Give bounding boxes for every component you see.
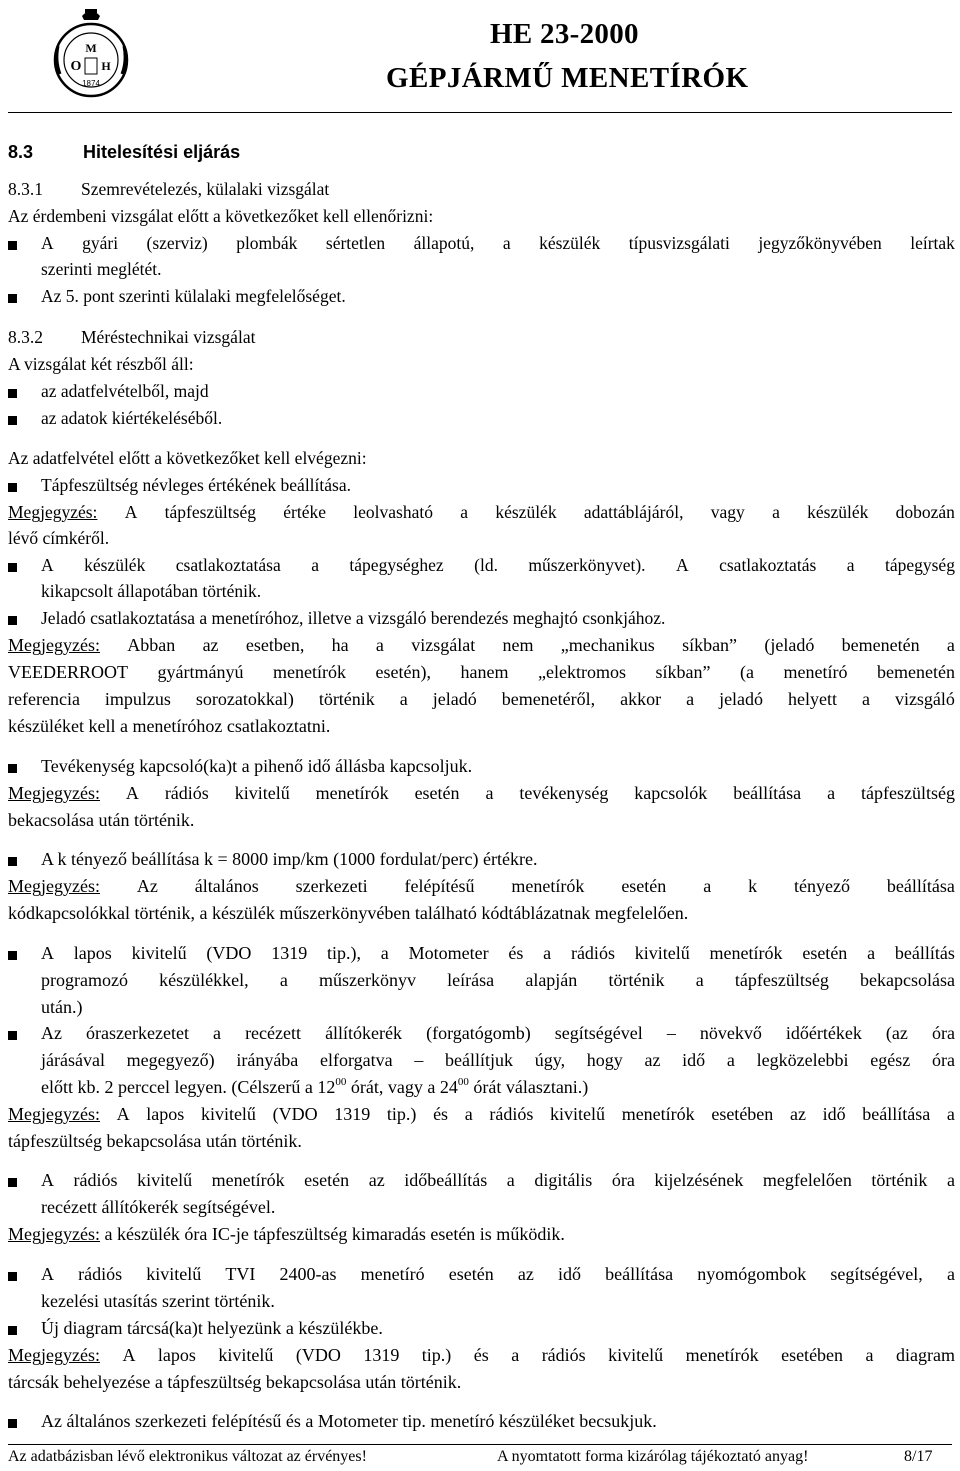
word: bekapcsolása xyxy=(860,970,955,990)
bullet-icon xyxy=(8,1272,17,1281)
word: idő xyxy=(822,1104,846,1124)
word: nem xyxy=(502,635,534,655)
word: tip.) xyxy=(386,1104,417,1124)
word: esetén xyxy=(414,783,460,803)
word: vizsgáló xyxy=(894,689,955,709)
word: Abban xyxy=(127,635,176,655)
list-item-text xyxy=(41,1051,955,1071)
word: az xyxy=(517,1264,534,1284)
word: esetében xyxy=(781,1345,844,1365)
word: bemenetén xyxy=(877,662,955,682)
word: síkban” xyxy=(655,662,711,682)
word: gyártmányú xyxy=(157,662,244,682)
word: műszerkönyvet). xyxy=(528,555,646,575)
word: (forgatógomb) xyxy=(426,1023,531,1043)
word: lapos xyxy=(73,943,112,963)
note-label: Megjegyzés: xyxy=(8,1345,100,1365)
word: készülékkel, xyxy=(159,970,249,990)
word: lapos xyxy=(157,1345,196,1365)
word: óra xyxy=(931,1023,955,1043)
word: rádiós xyxy=(541,1345,586,1365)
word: szerkezeti xyxy=(295,876,368,896)
svg-text:O: O xyxy=(70,59,82,74)
list-item-text: után.) xyxy=(41,997,83,1017)
word: a xyxy=(485,783,494,803)
list-item-text: az adatfelvételből, majd xyxy=(41,381,209,401)
word: esetében xyxy=(711,1104,774,1124)
word: „mechanikus xyxy=(560,635,655,655)
word: kivitelű xyxy=(550,1104,606,1124)
list-item-text: Új diagram tárcsá(ka)t helyezünk a készülékbe. xyxy=(41,1318,383,1338)
word: tényező xyxy=(794,876,850,896)
word: tápfeszültség xyxy=(861,783,955,803)
word: esetén xyxy=(304,1170,350,1190)
word: programozó xyxy=(41,970,128,990)
word: hogy xyxy=(586,1050,623,1070)
word: vagy xyxy=(710,502,745,522)
word: történik xyxy=(608,970,665,990)
word: (VDO xyxy=(295,1345,341,1365)
word: esetén xyxy=(802,943,848,963)
word: az xyxy=(789,1104,806,1124)
word: síkban” xyxy=(682,635,738,655)
word: történik xyxy=(871,1170,928,1190)
paragraph: A vizsgálat két részből áll: xyxy=(8,354,194,374)
word: történik xyxy=(318,689,375,709)
word: 1319 xyxy=(334,1104,371,1124)
word: megegyező) xyxy=(126,1050,215,1070)
list-item-text: recézett állítókerék segítségével. xyxy=(41,1197,276,1217)
word: rádiós xyxy=(164,783,209,803)
word: csatlakoztatás xyxy=(719,555,817,575)
word: óra xyxy=(931,1050,955,1070)
word: alapján xyxy=(525,970,578,990)
word: kivitelű xyxy=(608,1345,664,1365)
paragraph: Az adatfelvétel előtt a következőket kell elvégezni: xyxy=(8,448,367,468)
word: állapotú, xyxy=(413,233,475,253)
note-paragraph: bekacsolása után történik. xyxy=(8,810,195,830)
word: diagram xyxy=(895,1345,955,1365)
footer-notice: A nyomtatott forma kizárólag tájékoztató anyag! xyxy=(497,1448,809,1465)
word: rádiós xyxy=(78,1264,123,1284)
word: k xyxy=(748,876,758,896)
word: A xyxy=(41,1170,54,1190)
word: gyári xyxy=(82,233,119,253)
page-number: 8/17 xyxy=(904,1448,933,1465)
word: a xyxy=(543,943,552,963)
bullet-icon xyxy=(8,1178,17,1187)
document-code: HE 23-2000 xyxy=(490,18,639,50)
list-item-text: Tápfeszültség névleges értékének beállítása. xyxy=(41,475,351,495)
word: a xyxy=(399,689,408,709)
bullet-icon xyxy=(8,1326,17,1335)
omh-seal-logo-icon xyxy=(52,6,130,102)
list-item-text: Az általános szerkezeti felépítésű és a Motometer tip. menetíró készüléket becsukjuk. xyxy=(41,1411,657,1431)
note-paragraph xyxy=(8,690,955,710)
word: leírása xyxy=(447,970,495,990)
word: a xyxy=(846,555,855,575)
note-paragraph: tápfeszültség bekapcsolása után történik. xyxy=(8,1131,302,1151)
word: Motometer xyxy=(408,943,489,963)
word: típusvizsgálati xyxy=(628,233,730,253)
list-item-text: kezelési utasítás szerint történik. xyxy=(41,1291,275,1311)
word: lapos xyxy=(146,1104,185,1124)
note-paragraph xyxy=(8,636,955,656)
bullet-icon xyxy=(8,294,17,303)
word: TVI xyxy=(225,1264,256,1284)
word: plombák xyxy=(236,233,298,253)
bullet-icon xyxy=(8,563,17,572)
word: menetírók xyxy=(709,943,783,963)
word: a xyxy=(460,502,469,522)
word: járásával xyxy=(41,1050,105,1070)
word: (szerviz) xyxy=(146,233,208,253)
word: állítókerék xyxy=(325,1023,403,1043)
bullet-icon xyxy=(8,241,17,250)
word: menetírók xyxy=(211,1170,285,1190)
word: óraszerkezetet xyxy=(86,1023,189,1043)
word: kivitelű xyxy=(218,1345,274,1365)
word: beállítása xyxy=(862,1104,931,1124)
list-item-text: kikapcsolt állapotában történik. xyxy=(41,581,262,601)
note-paragraph: lévő címkéről. xyxy=(8,528,110,548)
word: időértékek xyxy=(785,1023,862,1043)
footer-disclaimer: Az adatbázisban lévő elektronikus változat az érvényes! xyxy=(8,1448,367,1465)
word: A xyxy=(41,233,54,253)
word: csatlakoztatása xyxy=(175,555,281,575)
word: A xyxy=(124,502,138,522)
note-paragraph xyxy=(8,1346,955,1366)
word: a xyxy=(695,970,704,990)
word: tápfeszültség xyxy=(164,502,256,522)
word: úgy, xyxy=(534,1050,566,1070)
note-paragraph: Megjegyzés: a készülék óra IC-je tápfeszültség kimaradás esetén is működik. xyxy=(8,1224,565,1244)
word: adattáblájáról, xyxy=(583,502,684,522)
word: a xyxy=(686,689,695,709)
word: tápegységhez xyxy=(349,555,444,575)
word: VEEDERROOT xyxy=(8,662,128,682)
word: a xyxy=(375,635,384,655)
word: bemenetéről, xyxy=(501,689,596,709)
word: a xyxy=(946,1264,955,1284)
word: a xyxy=(946,1170,955,1190)
word: kivitelű xyxy=(131,943,187,963)
svg-text:H: H xyxy=(101,59,111,73)
word: beállítása xyxy=(733,783,802,803)
word: a xyxy=(511,1345,520,1365)
word: jegyzőkönyvében xyxy=(758,233,882,253)
svg-text:M: M xyxy=(85,41,97,55)
section-title: Hitelesítési eljárás xyxy=(83,142,241,162)
word: beállítjuk xyxy=(445,1050,514,1070)
word: (VDO xyxy=(206,943,252,963)
word: kivitelű xyxy=(146,1264,202,1284)
word: kivitelű xyxy=(137,1170,193,1190)
word: segítségével, xyxy=(830,1264,923,1284)
word: (ld. xyxy=(474,555,498,575)
word: a xyxy=(946,635,955,655)
word: az xyxy=(644,1050,661,1070)
word: a xyxy=(506,1170,515,1190)
word: a xyxy=(865,1345,874,1365)
word: jeladó xyxy=(432,689,477,709)
word: a xyxy=(827,783,836,803)
word: akkor xyxy=(620,689,662,709)
note-paragraph xyxy=(8,1105,955,1125)
word: menetírók xyxy=(315,783,389,803)
word: helyett xyxy=(788,689,837,709)
word: idő xyxy=(682,1050,706,1070)
word: rádiós xyxy=(73,1170,118,1190)
word: A xyxy=(41,1264,54,1284)
word: sértetlen xyxy=(325,233,386,253)
word: és xyxy=(473,1345,489,1365)
word: segítségével xyxy=(554,1023,643,1043)
list-item-text xyxy=(41,234,955,253)
word: készülék xyxy=(807,502,869,522)
word: A xyxy=(116,1104,130,1124)
note-paragraph xyxy=(8,877,955,897)
word: a xyxy=(726,1050,735,1070)
word: jeladó xyxy=(719,689,764,709)
word: a xyxy=(946,1104,955,1124)
word: leírtak xyxy=(910,233,955,253)
list-item-text: Tevékenység kapcsoló(ka)t a pihenő idő állásba kapcsoljuk. xyxy=(41,756,473,776)
word: menetírók xyxy=(621,1104,695,1124)
bullet-icon xyxy=(8,1031,17,1040)
word: megfelelően xyxy=(762,1170,852,1190)
word: a xyxy=(861,689,870,709)
list-item-text: Jeladó csatlakoztatása a menetíróhoz, illetve a vizsgáló berendezés meghajtó csonkjához. xyxy=(41,608,666,628)
svg-text:1874: 1874 xyxy=(82,79,100,88)
word: kivitelű xyxy=(634,943,690,963)
word: kivitelű xyxy=(234,783,290,803)
word: ha xyxy=(331,635,349,655)
word: az xyxy=(368,1170,385,1190)
word: esetén xyxy=(621,876,667,896)
bullet-icon xyxy=(8,389,17,398)
word: a xyxy=(772,502,780,522)
section-number: 8.3 xyxy=(8,142,34,162)
word: és xyxy=(433,1104,449,1124)
word: Az xyxy=(136,876,158,896)
word: készülék xyxy=(539,233,601,253)
word: a xyxy=(464,1104,473,1124)
word: menetírók xyxy=(273,662,346,682)
word: készülék xyxy=(495,502,557,522)
list-item-text xyxy=(41,944,955,964)
word: referencia xyxy=(8,689,80,709)
word: kijelzésének xyxy=(654,1170,744,1190)
word: 1319 xyxy=(271,943,308,963)
section-heading xyxy=(8,143,240,163)
note-paragraph xyxy=(8,663,955,683)
word: sorozatokkal) xyxy=(195,689,294,709)
bullet-icon xyxy=(8,483,17,492)
word: általános xyxy=(194,876,259,896)
word: vizsgálat xyxy=(411,635,476,655)
note-paragraph xyxy=(8,503,955,522)
paragraph: Az érdembeni vizsgálat előtt a következőket kell ellenőrizni: xyxy=(8,206,434,226)
word: leolvasható xyxy=(353,502,433,522)
word: 2400-as xyxy=(279,1264,337,1284)
word: dobozán xyxy=(895,502,955,522)
word: beállítása xyxy=(605,1264,674,1284)
list-item-text: előtt kb. 2 perccel legyen. (Célszerű a $12^{00}$ órát, vagy a $24^{00}$ órát választani.) xyxy=(41,1076,589,1097)
word: (a xyxy=(740,662,754,682)
note-paragraph: kódkapcsolókkal történik, a készülék műszerkönyvében található kódtáblázatnak megfelelően. xyxy=(8,903,689,923)
word: tevékenység xyxy=(519,783,609,803)
document-title: GÉPJÁRMŰ MENETÍRÓK xyxy=(386,62,749,94)
word: – xyxy=(666,1023,676,1043)
bullet-icon xyxy=(8,951,17,960)
list-item-text: szerinti meglétét. xyxy=(41,259,162,279)
word: tip.), xyxy=(326,943,361,963)
word: 1319 xyxy=(363,1345,400,1365)
word: elforgatva xyxy=(320,1050,393,1070)
word: recézett xyxy=(245,1023,302,1043)
word: A xyxy=(122,1345,136,1365)
word: kapcsolók xyxy=(634,783,708,803)
word: menetírók xyxy=(511,876,585,896)
word: tápegység xyxy=(884,555,955,575)
word: A xyxy=(676,555,689,575)
word: felépítésű xyxy=(404,876,475,896)
word: a xyxy=(213,1023,222,1043)
word: óra xyxy=(611,1170,635,1190)
list-item-text xyxy=(41,1265,955,1285)
word: „elektromos xyxy=(538,662,626,682)
word: hanem xyxy=(460,662,509,682)
word: impulzus xyxy=(104,689,171,709)
subsection-heading-831: 8.3.1 Szemrevételezés, külalaki vizsgálat xyxy=(8,179,330,199)
bullet-icon xyxy=(8,616,17,625)
word: a xyxy=(703,876,712,896)
word: tip.) xyxy=(421,1345,452,1365)
list-item-text: Az 5. pont szerinti külalaki megfelelőséget. xyxy=(41,286,346,306)
bullet-icon xyxy=(8,416,17,425)
note-label: Megjegyzés: xyxy=(8,502,98,522)
word: menetírók xyxy=(685,1345,759,1365)
list-item-text xyxy=(41,556,955,575)
word: műszerkönyv xyxy=(319,970,416,990)
footer-divider xyxy=(8,1444,952,1445)
word: beállítás xyxy=(894,943,955,963)
bullet-icon xyxy=(8,1419,17,1428)
word: digitális xyxy=(534,1170,593,1190)
word: a xyxy=(279,970,288,990)
word: kivitelű xyxy=(200,1104,256,1124)
note-label: Megjegyzés: xyxy=(8,635,100,655)
header-divider xyxy=(8,112,952,113)
word: értéke xyxy=(283,502,327,522)
word: időbeállítás xyxy=(404,1170,488,1190)
word: esetben, xyxy=(245,635,305,655)
word: esetén), xyxy=(375,662,431,682)
bullet-icon xyxy=(8,857,17,866)
word: (jeladó xyxy=(764,635,815,655)
word: beállítása xyxy=(886,876,955,896)
word: nyomógombok xyxy=(697,1264,807,1284)
bullet-icon xyxy=(8,764,17,773)
note-paragraph: tárcsák behelyezése a tápfeszültség bekapcsolása után történik. xyxy=(8,1372,462,1392)
word: A xyxy=(41,943,54,963)
word: tápfeszültség xyxy=(734,970,829,990)
word: rádiós xyxy=(570,943,615,963)
word: esetén xyxy=(448,1264,494,1284)
word: növekvő xyxy=(699,1023,762,1043)
word: a xyxy=(502,233,511,253)
note-label: Megjegyzés: xyxy=(8,783,100,803)
word: menetíró xyxy=(360,1264,425,1284)
word: – xyxy=(414,1050,424,1070)
word: a xyxy=(311,555,319,575)
word: idő xyxy=(557,1264,581,1284)
word: irányába xyxy=(236,1050,299,1070)
note-paragraph xyxy=(8,784,955,804)
word: az xyxy=(202,635,219,655)
word: A xyxy=(41,555,54,575)
word: bemenetén xyxy=(841,635,920,655)
word: a xyxy=(867,943,876,963)
word: legközelebbi xyxy=(756,1050,849,1070)
note-label: Megjegyzés: xyxy=(8,1224,100,1244)
note-paragraph: készüléket kell a menetíróhoz csatlakoztatni. xyxy=(8,716,331,736)
word: és xyxy=(508,943,524,963)
word: egész xyxy=(870,1050,911,1070)
list-item-text xyxy=(41,971,955,991)
list-item-text: A k tényező beállítása k = 8000 imp/km (1000 fordulat/perc) értékre. xyxy=(41,849,538,869)
list-item-text xyxy=(41,1171,955,1191)
word: (VDO xyxy=(272,1104,318,1124)
note-label: Megjegyzés: xyxy=(8,1104,100,1124)
word: A xyxy=(125,783,139,803)
word: (az xyxy=(885,1023,908,1043)
word: menetíró xyxy=(783,662,848,682)
word: készülék xyxy=(84,555,146,575)
note-label: Megjegyzés: xyxy=(8,876,100,896)
list-item-text: az adatok kiértékeléséből. xyxy=(41,408,223,428)
subsection-heading-832: 8.3.2 Méréstechnikai vizsgálat xyxy=(8,327,256,347)
word: Az xyxy=(41,1023,62,1043)
word: a xyxy=(380,943,389,963)
word: rádiós xyxy=(489,1104,534,1124)
list-item-text xyxy=(41,1024,955,1044)
